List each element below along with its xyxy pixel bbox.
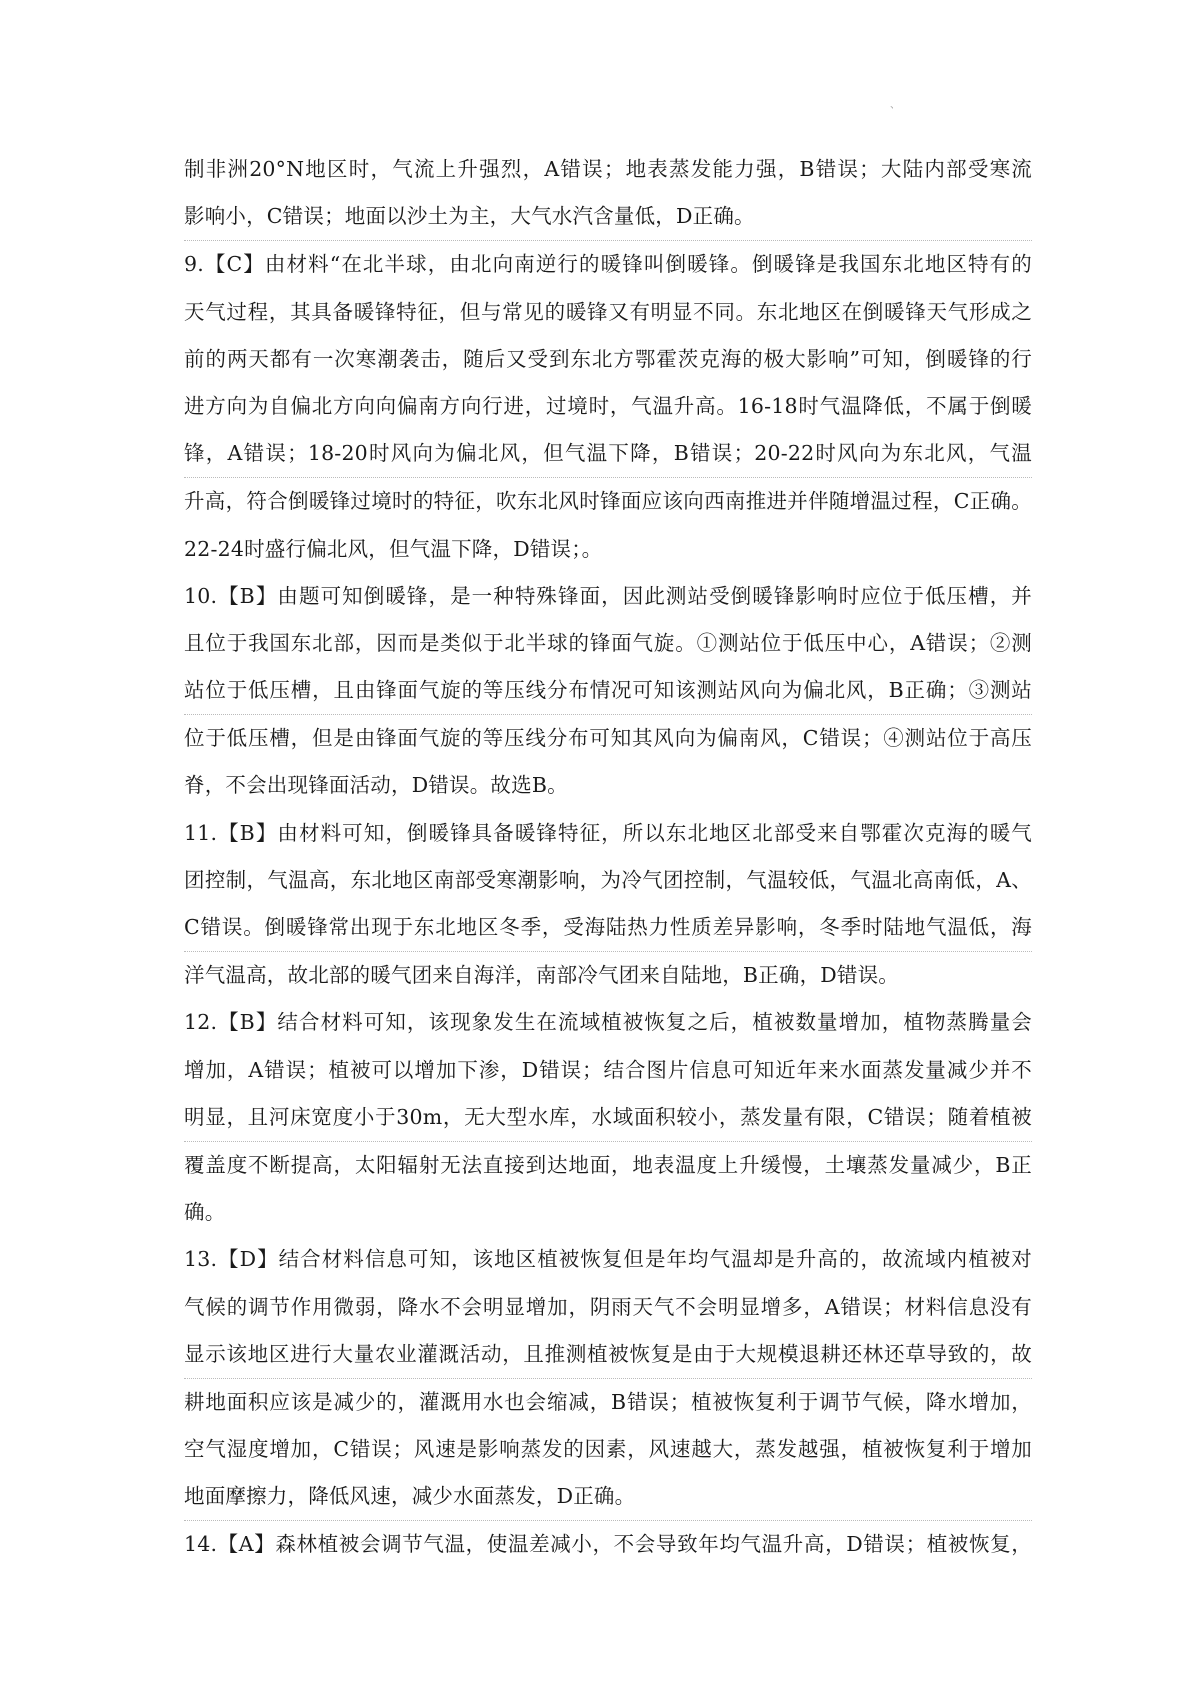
document-body — [184, 146, 1032, 1569]
text-line: 升高，符合倒暖锋过境时的特征，吹东北风时锋面应该向西南推进并伴随增温过程，C正确。 — [184, 489, 1032, 514]
text-line: 进方向为自偏北方向向偏南方向行进，过境时，气温升高。16-18时气温降低，不属于倒暖 — [184, 393, 1032, 418]
text-line: 影响小，C错误；地面以沙土为主，大气水汽含量低，D正确。 — [184, 193, 1032, 241]
top-mark: 、 — [890, 100, 900, 111]
text-line: 气候的调节作用微弱，降水不会明显增加，阴雨天气不会明显增多，A错误；材料信息没有 — [184, 1294, 1032, 1319]
text-line: 位于低压槽，但是由锋面气旋的等压线分布可知其风向为偏南风，C错误；④测站位于高压 — [184, 726, 1032, 751]
text-line: 洋气温高，故北部的暖气团来自海洋，南部冷气团来自陆地，B正确，D错误。 — [184, 963, 899, 988]
text-line: 且位于我国东北部，因而是类似于北半球的锋面气旋。①测站位于低压中心，A错误；②测 — [184, 630, 1032, 655]
text-line: 脊，不会出现锋面活动，D错误。故选B。 — [184, 773, 568, 798]
text-line: 团控制，气温高，东北地区南部受寒潮影响，为冷气团控制，气温较低，气温北高南低，A、 — [184, 867, 1032, 892]
text-line: 14.【A】森林植被会调节气温，使温差减小，不会导致年均气温升高，D错误；植被恢复， — [184, 1532, 1032, 1557]
text-line: 12.【B】结合材料可知，该现象发生在流域植被恢复之后，植被数量增加，植物蒸腾量会 — [184, 1010, 1032, 1035]
text-line: 显示该地区进行大量农业灌溉活动，且推测植被恢复是由于大规模退耕还林还草导致的，故 — [184, 1331, 1032, 1379]
text-line: 天气过程，其具备暖锋特征，但与常见的暖锋又有明显不同。东北地区在倒暖锋天气形成之 — [184, 299, 1032, 324]
text-line: 11.【B】由材料可知，倒暖锋具备暖锋特征，所以东北地区北部受来自鄂霍次克海的暖气 — [184, 820, 1032, 845]
text-line: 站位于低压槽，且由锋面气旋的等压线分布情况可知该测站风向为偏北风，B正确；③测站 — [184, 667, 1032, 715]
text-line: 明显，且河床宽度小于30m，无大型水库，水域面积较小，蒸发量有限，C错误；随着植被 — [184, 1094, 1032, 1142]
text-line: 13.【D】结合材料信息可知，该地区植被恢复但是年均气温却是升高的，故流域内植被对 — [184, 1247, 1032, 1272]
text-line: 锋，A错误；18-20时风向为偏北风，但气温下降，B错误；20-22时风向为东北风，气温 — [184, 430, 1032, 478]
text-line: 22-24时盛行偏北风，但气温下降，D错误；。 — [184, 536, 603, 561]
text-line: C错误。倒暖锋常出现于东北地区冬季，受海陆热力性质差异影响，冬季时陆地气温低，海 — [184, 904, 1032, 952]
text-line: 9.【C】由材料“在北半球，由北向南逆行的暖锋叫倒暖锋。倒暖锋是我国东北地区特有的 — [184, 252, 1032, 277]
text-line: 前的两天都有一次寒潮袭击，随后又受到东北方鄂霍茨克海的极大影响”可知，倒暖锋的行 — [184, 346, 1032, 371]
text-line: 地面摩擦力，降低风速，减少水面蒸发，D正确。 — [184, 1473, 1032, 1521]
text-line: 覆盖度不断提高，太阳辐射无法直接到达地面，地表温度上升缓慢，土壤蒸发量减少，B正 — [184, 1152, 1032, 1177]
text-line: 制非洲20°N地区时，气流上升强烈，A错误；地表蒸发能力强，B错误；大陆内部受寒流 — [184, 157, 1032, 181]
text-line: 耕地面积应该是减少的，灌溉用水也会缩减，B错误；植被恢复利于调节气候，降水增加， — [184, 1389, 1032, 1414]
text-line: 空气湿度增加，C错误；风速是影响蒸发的因素，风速越大，蒸发越强，植被恢复利于增加 — [184, 1437, 1032, 1462]
text-line: 增加，A错误；植被可以增加下渗，D错误；结合图片信息可知近年来水面蒸发量减少并不 — [184, 1057, 1032, 1082]
text-line: 10.【B】由题可知倒暖锋，是一种特殊锋面，因此测站受倒暖锋影响时应位于低压槽，并 — [184, 583, 1032, 608]
text-line: 确。 — [184, 1200, 226, 1225]
